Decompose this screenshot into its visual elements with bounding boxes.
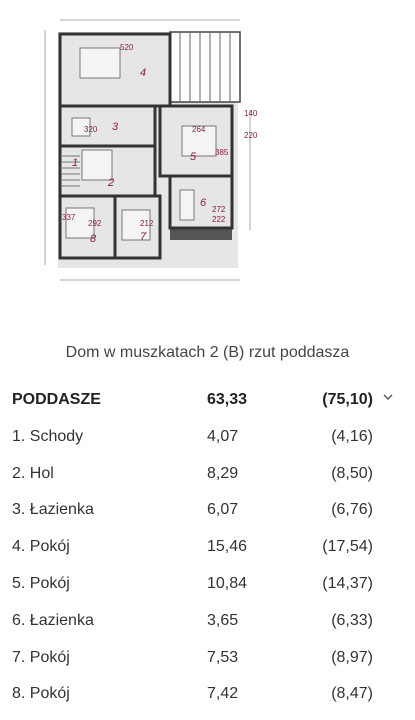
floor-plan-drawing [0, 0, 415, 300]
dim-272: 272 [212, 205, 226, 214]
room-total: (8,47) [331, 685, 373, 703]
dim-385: 385 [215, 148, 229, 157]
floor-total: (75,10) [322, 391, 373, 408]
room-number-4: 4 [140, 67, 147, 79]
room-total: (8,97) [331, 648, 373, 666]
dim-212: 212 [140, 219, 154, 228]
room-area: 6,07 [207, 501, 239, 519]
floor-name: PODDASZE [12, 391, 101, 408]
table-row [0, 417, 415, 454]
room-number-2: 2 [108, 177, 115, 189]
table-row [0, 564, 415, 601]
room-area: 7,53 [207, 648, 239, 666]
room-number-6: 6 [200, 197, 207, 209]
dim-337: 337 [62, 213, 76, 222]
dim-320: 320 [84, 125, 98, 134]
table-row [0, 674, 415, 711]
room-area-table [0, 380, 415, 711]
chevron-down-icon[interactable] [383, 392, 393, 402]
table-row [0, 527, 415, 564]
table-row [0, 638, 415, 675]
room-number-1: 1 [72, 157, 79, 169]
room-name: 4. Pokój [12, 538, 70, 556]
room-name: 3. Łazienka [12, 501, 94, 519]
room-name: 5. Pokój [12, 574, 70, 592]
room-total: (8,50) [331, 464, 373, 482]
floor-area: 63,33 [207, 391, 248, 408]
room-total: (6,76) [331, 501, 373, 519]
dim-520: 520 [120, 43, 134, 52]
room-area: 15,46 [207, 538, 248, 556]
room-number-7: 7 [140, 231, 147, 243]
room-area: 10,84 [207, 574, 248, 592]
table-row [0, 601, 415, 638]
room-number-5: 5 [190, 151, 197, 163]
room-total: (6,33) [331, 611, 373, 629]
room-area: 3,65 [207, 611, 239, 629]
room-area: 7,42 [207, 685, 239, 703]
room-name: 6. Łazienka [12, 611, 94, 629]
room-name: 1. Schody [12, 427, 84, 445]
table-row [0, 490, 415, 527]
dim-140: 140 [244, 109, 258, 118]
dim-220: 220 [244, 131, 258, 140]
room-total: (17,54) [322, 538, 373, 556]
room-total: (4,16) [331, 427, 373, 445]
room-number-8: 8 [90, 233, 97, 245]
plan-caption: Dom w muszkatach 2 (B) rzut poddasza [65, 344, 350, 361]
room-name: 2. Hol [12, 464, 54, 482]
dim-264: 264 [192, 125, 206, 134]
room-total: (14,37) [322, 574, 373, 592]
room-number-3: 3 [112, 121, 119, 133]
table-header-row[interactable] [0, 380, 415, 417]
table-row [0, 454, 415, 491]
room-area: 4,07 [207, 427, 239, 445]
room-name: 7. Pokój [12, 648, 70, 666]
floor-plan [0, 0, 415, 300]
room-area: 8,29 [207, 464, 239, 482]
dim-222: 222 [212, 215, 226, 224]
dim-292: 292 [88, 219, 102, 228]
room-name: 8. Pokój [12, 685, 70, 703]
